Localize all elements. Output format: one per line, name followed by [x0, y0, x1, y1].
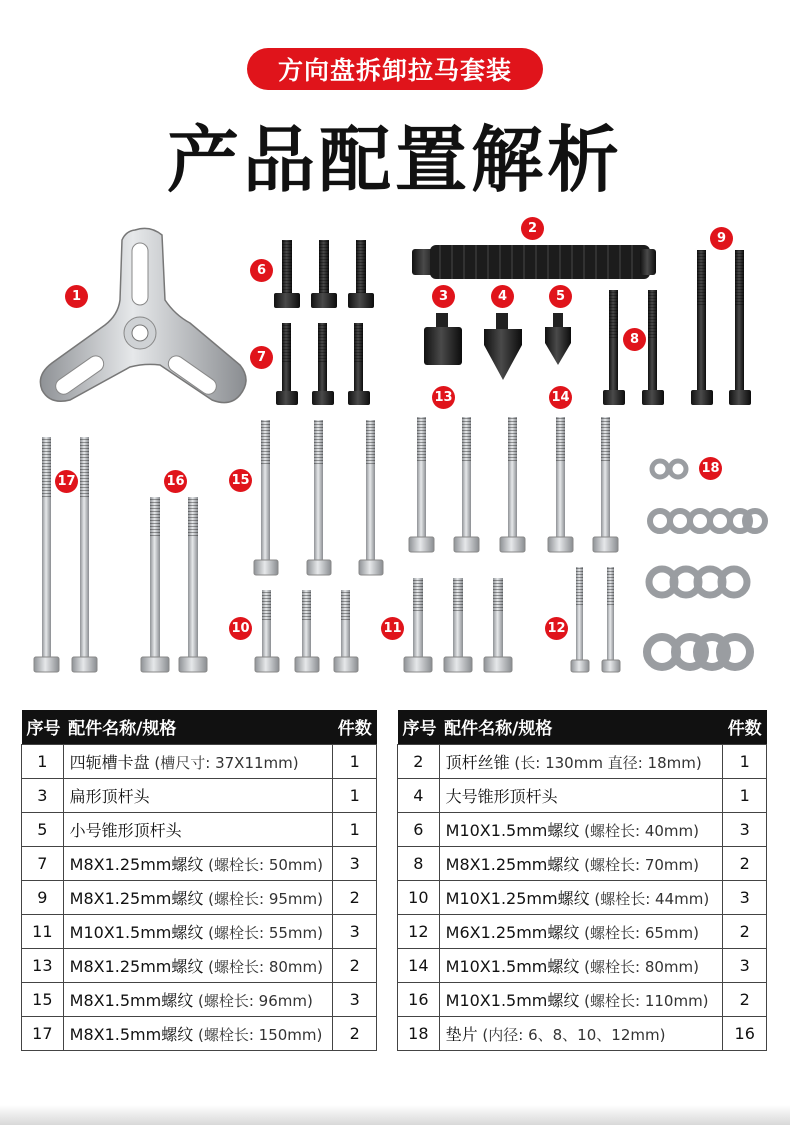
label-6: 6	[250, 259, 273, 282]
label-17: 17	[55, 470, 78, 493]
label-12: 12	[545, 617, 568, 640]
row-qty: 2	[723, 846, 767, 880]
three-jaw-plate	[40, 228, 246, 402]
row-qty: 1	[333, 744, 377, 778]
page-title: 产品配置解析	[166, 118, 623, 202]
row-no: 11	[22, 914, 64, 948]
bolts-part-6	[274, 240, 374, 308]
row-name: M10X1.5mm螺纹 (螺栓长: 80mm)	[439, 948, 723, 982]
row-no: 2	[398, 744, 440, 778]
table-row	[22, 744, 377, 778]
table-row	[22, 914, 377, 948]
row-no: 5	[22, 812, 64, 846]
col-no: 序号	[398, 710, 440, 744]
bolts-part-15	[254, 420, 383, 575]
row-name: M10X1.5mm螺纹 (螺栓长: 40mm)	[439, 812, 723, 846]
label-9: 9	[710, 227, 733, 250]
row-no: 6	[398, 812, 440, 846]
table-row	[398, 880, 767, 914]
label-5: 5	[549, 285, 572, 308]
row-no: 1	[22, 744, 64, 778]
row-qty: 3	[333, 846, 377, 880]
row-no: 10	[398, 880, 440, 914]
row-qty: 1	[333, 812, 377, 846]
table-row	[398, 778, 767, 812]
flat-tip	[424, 313, 462, 365]
table-row	[398, 812, 767, 846]
row-qty: 2	[333, 880, 377, 914]
row-name: M8X1.5mm螺纹 (螺栓长: 150mm)	[63, 1016, 333, 1050]
row-no: 15	[22, 982, 64, 1016]
row-qty: 2	[723, 982, 767, 1016]
table-row	[398, 914, 767, 948]
table-row	[22, 812, 377, 846]
table-row	[22, 1016, 377, 1050]
row-name: M10X1.25mm螺纹 (螺栓长: 44mm)	[439, 880, 723, 914]
label-18: 18	[699, 457, 722, 480]
col-name: 配件名称/规格	[63, 710, 333, 744]
row-no: 7	[22, 846, 64, 880]
row-name: M10X1.5mm螺纹 (螺栓长: 55mm)	[63, 914, 333, 948]
row-qty: 3	[723, 948, 767, 982]
product-set-badge: 方向盘拆卸拉马套装	[247, 48, 543, 90]
bolts-part-13-14	[409, 417, 618, 552]
label-13: 13	[432, 386, 455, 409]
table-row	[398, 846, 767, 880]
washers	[647, 461, 765, 667]
label-16: 16	[164, 470, 187, 493]
table-row	[22, 982, 377, 1016]
row-name: M6X1.25mm螺纹 (螺栓长: 65mm)	[439, 914, 723, 948]
row-name: M8X1.25mm螺纹 (螺栓长: 70mm)	[439, 846, 723, 880]
row-no: 17	[22, 1016, 64, 1050]
table-row	[398, 744, 767, 778]
table-row	[22, 880, 377, 914]
row-qty: 2	[723, 914, 767, 948]
row-no: 16	[398, 982, 440, 1016]
bolts-part-10	[255, 590, 358, 672]
label-1: 1	[65, 285, 88, 308]
bolts-part-7	[276, 323, 370, 405]
row-no: 8	[398, 846, 440, 880]
label-2: 2	[521, 217, 544, 240]
row-qty: 3	[333, 914, 377, 948]
col-qty: 件数	[723, 710, 767, 744]
row-qty: 1	[333, 778, 377, 812]
label-8: 8	[623, 328, 646, 351]
label-3: 3	[432, 285, 455, 308]
label-4: 4	[491, 285, 514, 308]
col-qty: 件数	[333, 710, 377, 744]
row-name: 垫片 (内径: 6、8、10、12mm)	[439, 1016, 723, 1050]
table-row	[398, 1016, 767, 1050]
table-row	[398, 982, 767, 1016]
label-11: 11	[381, 617, 404, 640]
label-15: 15	[229, 469, 252, 492]
bolts-part-11	[404, 578, 512, 672]
row-no: 14	[398, 948, 440, 982]
row-name: M8X1.25mm螺纹 (螺栓长: 95mm)	[63, 880, 333, 914]
row-no: 18	[398, 1016, 440, 1050]
label-10: 10	[229, 617, 252, 640]
row-name: 大号锥形顶杆头	[439, 778, 723, 812]
row-no: 4	[398, 778, 440, 812]
row-qty: 3	[333, 982, 377, 1016]
row-no: 9	[22, 880, 64, 914]
row-name: M10X1.5mm螺纹 (螺栓长: 110mm)	[439, 982, 723, 1016]
bolts-part-9	[691, 250, 751, 405]
row-name: 小号锥形顶杆头	[63, 812, 333, 846]
footer-shadow	[0, 1105, 790, 1125]
row-name: 四轭槽卡盘 (槽尺寸: 37X11mm)	[63, 744, 333, 778]
row-qty: 16	[723, 1016, 767, 1050]
table-row	[22, 948, 377, 982]
bolts-part-16	[141, 497, 207, 672]
row-no: 12	[398, 914, 440, 948]
row-no: 3	[22, 778, 64, 812]
col-no: 序号	[22, 710, 64, 744]
row-qty: 1	[723, 744, 767, 778]
row-name: M8X1.25mm螺纹 (螺栓长: 50mm)	[63, 846, 333, 880]
row-name: M8X1.25mm螺纹 (螺栓长: 80mm)	[63, 948, 333, 982]
large-cone-tip	[484, 313, 522, 380]
row-qty: 2	[333, 1016, 377, 1050]
table-row	[22, 778, 377, 812]
label-7: 7	[250, 346, 273, 369]
parts-illustration	[0, 205, 790, 695]
row-qty: 2	[333, 948, 377, 982]
parts-table-right	[397, 710, 767, 1051]
row-qty: 1	[723, 778, 767, 812]
parts-table-left	[21, 710, 377, 1051]
label-14: 14	[549, 386, 572, 409]
row-qty: 3	[723, 812, 767, 846]
row-name: M8X1.5mm螺纹 (螺栓长: 96mm)	[63, 982, 333, 1016]
row-name: 顶杆丝锥 (长: 130mm 直径: 18mm)	[439, 744, 723, 778]
row-qty: 3	[723, 880, 767, 914]
table-row	[398, 948, 767, 982]
bolts-part-12	[571, 567, 620, 672]
row-no: 13	[22, 948, 64, 982]
row-name: 扁形顶杆头	[63, 778, 333, 812]
col-name: 配件名称/规格	[439, 710, 723, 744]
table-row	[22, 846, 377, 880]
